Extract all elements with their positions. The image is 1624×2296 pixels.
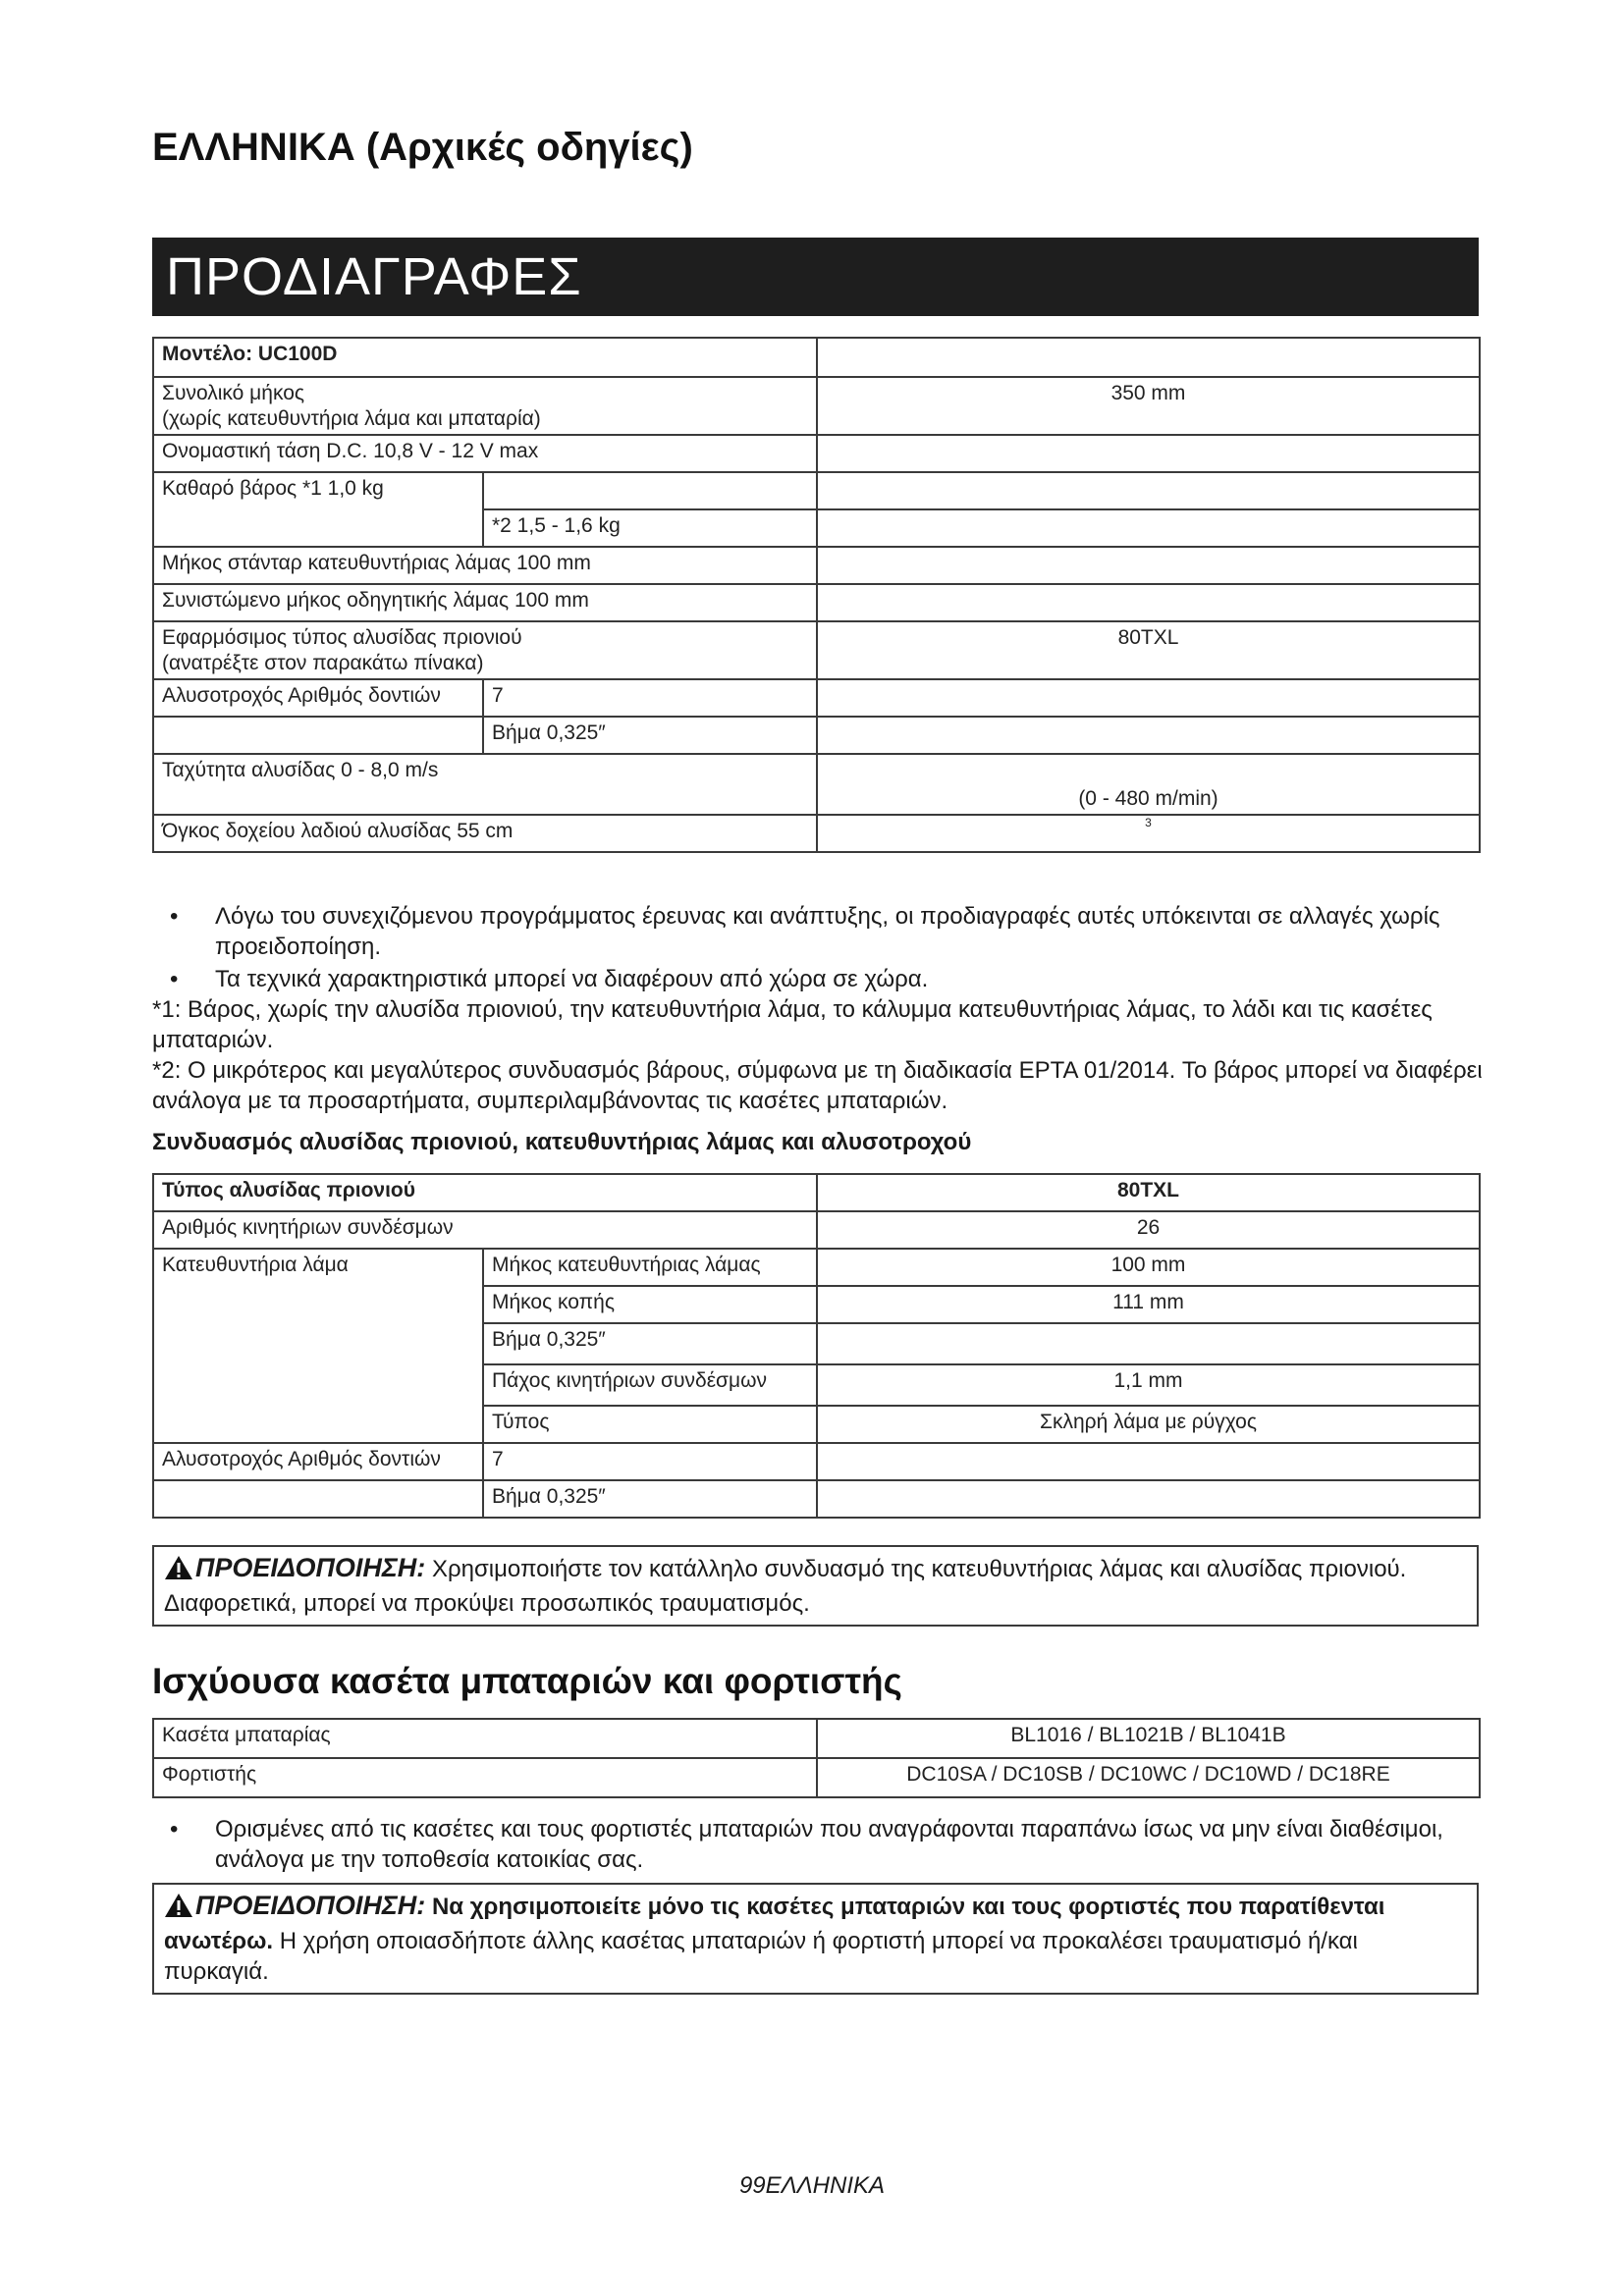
warning-2-text: Η χρήση οποιασδήποτε άλλης κασέτας μπαταριών ή φορτιστή μπορεί να προκαλέσει τραυματισμό ή/και πυρκαγιά.: [164, 1928, 1358, 1985]
oil-tank-unit-superscript: 3: [1145, 816, 1152, 829]
weight-1-value-cell: [817, 472, 1480, 509]
cut-length-label: Μήκος κοπής: [483, 1286, 817, 1323]
drive-links-value: 26: [817, 1211, 1480, 1249]
total-length-value: 350 mm: [817, 377, 1480, 435]
battery-section-title: Ισχύουσα κασέτα μπαταριών και φορτιστής: [152, 1661, 902, 1701]
battery-bullet-text: Ορισμένες από τις κασέτες και τους φορτιστές μπαταριών που αναγράφονται παραπάνω ίσως να μην είναι διαθέσιμοι, ανάλογα με την τοποθεσία κατοικίας σας.: [215, 1816, 1443, 1873]
combo-sprocket-teeth-value-cell: [817, 1443, 1480, 1480]
bar-type-value: Σκληρή λάμα με ρύγχος: [817, 1406, 1480, 1443]
oil-tank-label: Όγκος δοχείου λαδιού αλυσίδας 55 cm: [153, 815, 817, 852]
bar-pitch-value-cell: [817, 1323, 1480, 1364]
combo-head-value: 80TXL: [817, 1174, 1480, 1211]
combination-table: [152, 1173, 1481, 1519]
note-bullet-1-text: Λόγω του συνεχιζόμενου προγράμματος έρευνας και ανάπτυξης, οι προδιαγραφές αυτές υπόκεινται σε αλλαγές χωρίς προειδοποίηση.: [215, 903, 1440, 960]
footnote-1: *1: Βάρος, χωρίς την αλυσίδα πριονιού, την κατευθυντήρια λάμα, το κάλυμμα κατευθυντήριας λάμας, το λάδι και τις κασέτες μπαταριών.: [152, 996, 1433, 1053]
notes-block: [152, 901, 1488, 1116]
bar-type-label: Τύπος: [483, 1406, 817, 1443]
warning-box-2: [152, 1883, 1479, 1995]
combo-sprocket-pitch-spacer: [153, 1480, 483, 1518]
note-bullet-2: [152, 964, 1488, 994]
battery-bullet: [152, 1814, 1488, 1875]
bar-pitch-label: Βήμα 0,325″: [483, 1323, 817, 1364]
note-bullet-2-text: Τα τεχνικά χαρακτηριστικά μπορεί να διαφέρουν από χώρα σε χώρα.: [215, 966, 929, 992]
bar-length-value: 100 mm: [817, 1249, 1480, 1286]
bullet-dot: •: [170, 903, 179, 930]
bullet-dot: •: [170, 966, 179, 992]
bullet-dot: •: [170, 1816, 179, 1842]
cartridge-label: Κασέτα μπαταρίας: [153, 1719, 817, 1758]
weight-1-sub-cell: [483, 472, 817, 509]
combination-title: Συνδυασμός αλυσίδας πριονιού, κατευθυντήριας λάμας και αλυσοτροχού: [152, 1129, 972, 1155]
warning-1-label: ΠΡΟΕΙΔΟΠΟΙΗΣΗ:: [195, 1553, 426, 1582]
note-bullet-1: [152, 901, 1488, 962]
sprocket-teeth-value-cell: [817, 679, 1480, 717]
chain-type-value: 80TXL: [817, 621, 1480, 679]
sprocket-pitch: Βήμα 0,325″: [483, 717, 817, 754]
battery-table: [152, 1718, 1481, 1798]
weight-2-label: *2 1,5 - 1,6 kg: [483, 509, 817, 547]
cut-length-value: 111 mm: [817, 1286, 1480, 1323]
battery-notes: [152, 1814, 1488, 1875]
specifications-table: [152, 337, 1481, 853]
warning-2-label: ΠΡΟΕΙΔΟΠΟΙΗΣΗ:: [195, 1891, 426, 1920]
warning-triangle-icon: [164, 1893, 193, 1926]
page-header: ΕΛΛΗΝΙΚΑ (Αρχικές οδηγίες): [152, 126, 693, 169]
footnote-2: *2: Ο μικρότερος και μεγαλύτερος συνδυασμός βάρους, σύμφωνα με τη διαδικασία EPTA 01/2014. Το βάρος μπορεί να διαφέρει ανάλογα με τα προσαρτήματα, συμπεριλαμβάνοντας τις κασέτες μπαταριών.: [152, 1057, 1483, 1114]
oil-tank-value-cell: [817, 815, 1480, 852]
model-cell: Μοντέλο: UC100D: [153, 338, 817, 377]
section-title-banner: ΠΡΟΔΙΑΓΡΑΦΕΣ: [152, 238, 1479, 316]
warning-box-1: [152, 1545, 1479, 1627]
combo-sprocket-teeth: 7: [483, 1443, 817, 1480]
total-length-note: (χωρίς κατευθυντήρια λάμα και μπαταρία): [162, 407, 541, 430]
warning-1-text: Χρησιμοποιήστε τον κατάλληλο συνδυασμό της κατευθυντήριας λάμας και αλυσίδας πριονιού. Διαφορετικά, μπορεί να προκύψει προσωπικός τραυματισμός.: [164, 1556, 1407, 1617]
model-value-cell: [817, 338, 1480, 377]
chain-type-label-cell: [153, 621, 817, 679]
chain-speed-value: (0 - 480 m/min): [817, 754, 1480, 815]
voltage-label: Ονομαστική τάση D.C. 10,8 V - 12 V max: [153, 435, 817, 472]
guide-bar-label: Κατευθυντήρια λάμα: [153, 1249, 483, 1443]
gauge-value: 1,1 mm: [817, 1364, 1480, 1406]
chain-type-note: (ανατρέξτε στον παρακάτω πίνακα): [162, 652, 484, 674]
sprocket-teeth: 7: [483, 679, 817, 717]
charger-label: Φορτιστής: [153, 1758, 817, 1797]
sprocket-pitch-value-cell: [817, 717, 1480, 754]
combo-sprocket-pitch-value-cell: [817, 1480, 1480, 1518]
chain-speed-label: Ταχύτητα αλυσίδας 0 - 8,0 m/s: [153, 754, 817, 815]
combo-sprocket-label: Αλυσοτροχός Αριθμός δοντιών: [153, 1443, 483, 1480]
drive-links-label: Αριθμός κινητήριων συνδέσμων: [153, 1211, 817, 1249]
sprocket-pitch-spacer: [153, 717, 483, 754]
std-bar-length-label: Μήκος στάνταρ κατευθυντήριας λάμας 100 mm: [153, 547, 817, 584]
sprocket-label: Αλυσοτροχός Αριθμός δοντιών: [153, 679, 483, 717]
chain-type-label: Εφαρμόσιμος τύπος αλυσίδας πριονιού: [162, 626, 522, 649]
combo-sprocket-pitch: Βήμα 0,325″: [483, 1480, 817, 1518]
gauge-label: Πάχος κινητήριων συνδέσμων: [483, 1364, 817, 1406]
voltage-value-cell: [817, 435, 1480, 472]
weight-2-value-cell: [817, 509, 1480, 547]
rec-bar-length-value-cell: [817, 584, 1480, 621]
bar-length-label: Μήκος κατευθυντήριας λάμας: [483, 1249, 817, 1286]
std-bar-length-value-cell: [817, 547, 1480, 584]
combo-head-label: Τύπος αλυσίδας πριονιού: [153, 1174, 817, 1211]
page-footer: 99ΕΛΛΗΝΙΚΑ: [738, 2172, 886, 2199]
charger-value: DC10SA / DC10SB / DC10WC / DC10WD / DC18RE: [817, 1758, 1480, 1797]
total-length-label: Συνολικό μήκος: [162, 382, 304, 404]
warning-2-bold-text: Να χρησιμοποιείτε μόνο τις κασέτες μπαταριών και τους φορτιστές που παρατίθενται ανωτέρω.: [164, 1894, 1385, 1954]
rec-bar-length-label: Συνιστώμενο μήκος οδηγητικής λάμας 100 mm: [153, 584, 817, 621]
weight-label: Καθαρό βάρος *1 1,0 kg: [153, 472, 483, 547]
warning-triangle-icon: [164, 1555, 193, 1588]
total-length-label-cell: [153, 377, 817, 435]
cartridge-value: BL1016 / BL1021B / BL1041B: [817, 1719, 1480, 1758]
